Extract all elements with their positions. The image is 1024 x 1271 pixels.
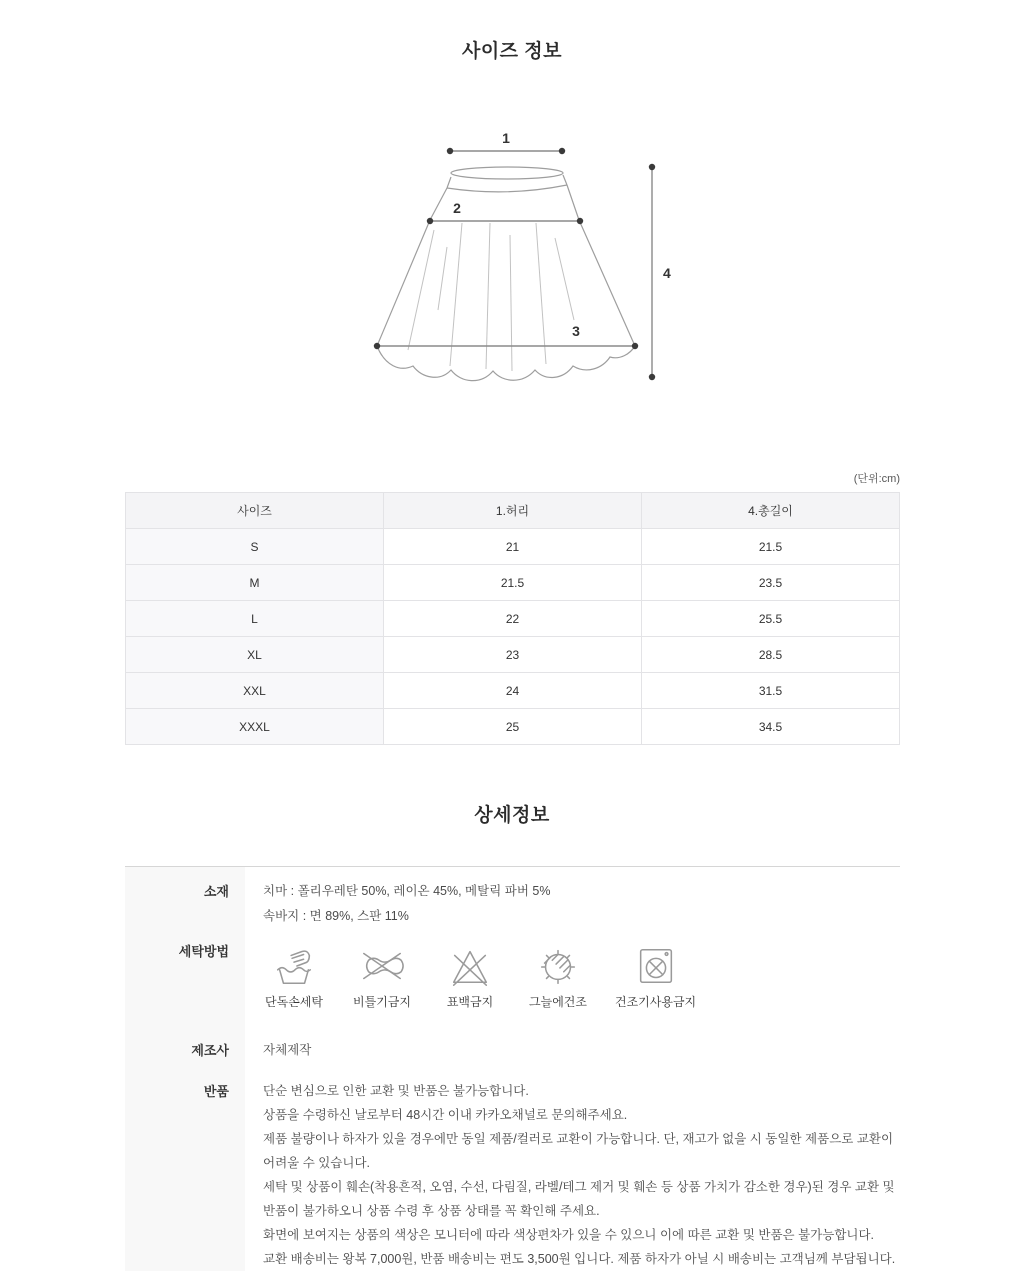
hand-wash-icon <box>271 943 317 989</box>
skirt-diagram-svg <box>350 120 690 400</box>
cell-waist: 24 <box>384 673 642 709</box>
manufacturer-row <box>125 1038 900 1063</box>
measure-label-3: 3 <box>572 323 580 339</box>
table-row <box>126 709 900 745</box>
manufacturer-label: 제조사 <box>191 1043 229 1058</box>
unit-label: (단위:cm) <box>853 473 900 485</box>
measure-line-1 <box>447 130 565 154</box>
cell-size: S <box>126 529 384 565</box>
size-table-header-waist: 1.허리 <box>384 493 642 529</box>
cell-length: 23.5 <box>642 565 900 601</box>
size-table <box>125 492 900 745</box>
returns-label: 반품 <box>203 1084 229 1099</box>
returns-line: 단순 변심으로 인한 교환 및 반품은 불가능합니다. <box>263 1084 529 1098</box>
wash-item-label: 단독손세탁 <box>265 995 323 1009</box>
table-row <box>126 673 900 709</box>
skirt-measurement-diagram <box>350 120 690 400</box>
cell-length: 28.5 <box>642 637 900 673</box>
size-table-header-row <box>126 493 900 529</box>
returns-row <box>125 1079 900 1271</box>
measure-label-2: 2 <box>453 200 461 216</box>
cell-waist: 25 <box>384 709 642 745</box>
material-line-skirt: 치마 : 폴리우레탄 50%, 레이온 45%, 메탈릭 파버 5% <box>263 884 551 898</box>
size-table-header-size: 사이즈 <box>126 493 384 529</box>
measure-label-4: 4 <box>663 265 671 281</box>
cell-size: M <box>126 565 384 601</box>
material-row <box>125 879 900 929</box>
size-table-header-length: 4.총길이 <box>642 493 900 529</box>
wash-item-hand-wash <box>263 943 325 1010</box>
cell-waist: 21 <box>384 529 642 565</box>
measure-line-4 <box>649 164 671 380</box>
shade-dry-icon <box>535 943 581 989</box>
skirt-outline <box>377 167 635 381</box>
material-line-inner: 속바지 : 면 89%, 스판 11% <box>263 909 409 923</box>
cell-length: 31.5 <box>642 673 900 709</box>
wash-item-label: 그늘에건조 <box>529 995 587 1009</box>
returns-content <box>245 1079 900 1271</box>
cell-size: XXL <box>126 673 384 709</box>
wash-method-label: 세탁방법 <box>178 944 229 959</box>
cell-size: XXXL <box>126 709 384 745</box>
size-section-title: 사이즈 정보 <box>461 41 563 62</box>
wash-item-label: 건조기사용금지 <box>615 995 697 1009</box>
no-tumble-dry-icon <box>633 943 679 989</box>
no-wring-icon <box>359 943 405 989</box>
cell-size: XL <box>126 637 384 673</box>
wash-item-no-wring <box>351 943 413 1010</box>
table-row <box>126 637 900 673</box>
cell-waist: 22 <box>384 601 642 637</box>
wash-item-label: 표백금지 <box>446 995 494 1009</box>
skirt-pleat-lines <box>408 223 574 371</box>
returns-line: 제품 불량이나 하자가 있을 경우에만 동일 제품/컬러로 교환이 가능합니다. 단, 재고가 없을 시 동일한 제품으로 교환이 어려울 수 있습니다. <box>263 1132 894 1170</box>
returns-line: 상품을 수령하신 날로부터 48시간 이내 카카오채널로 문의해주세요. <box>263 1108 628 1122</box>
wash-item-shade-dry <box>527 943 589 1010</box>
cell-waist: 23 <box>384 637 642 673</box>
returns-line: 세탁 및 상품이 훼손(착용흔적, 오염, 수선, 다림질, 라벨/테그 제거 및 훼손 등 상품 가치가 감소한 경우)된 경우 교환 및 반품이 불가하오니 상품 수령 후 상품 상태를 꼭 확인해 주세요. <box>263 1180 895 1218</box>
wash-item-no-tumble-dry <box>615 943 696 1010</box>
wash-item-label: 비틀기금지 <box>353 995 411 1009</box>
cell-size: L <box>126 601 384 637</box>
returns-line: 교환 배송비는 왕복 7,000원, 반품 배송비는 편도 3,500원 입니다. 제품 하자가 아닐 시 배송비는 고객님께 부담됩니다. <box>263 1252 896 1266</box>
material-content <box>245 879 900 929</box>
no-bleach-icon <box>447 943 493 989</box>
cell-length: 21.5 <box>642 529 900 565</box>
material-label: 소재 <box>203 884 229 899</box>
manufacturer-value: 자체제작 <box>263 1043 312 1057</box>
returns-line: 화면에 보여지는 상품의 색상은 모니터에 따라 색상편차가 있을 수 있으니 이에 따른 교환 및 반품은 불가능합니다. <box>263 1228 875 1242</box>
measure-line-2 <box>427 200 583 224</box>
table-row <box>126 529 900 565</box>
wash-icons-row <box>263 939 900 1010</box>
measure-label-1: 1 <box>502 130 510 146</box>
cell-length: 25.5 <box>642 601 900 637</box>
wash-method-row <box>125 939 900 1010</box>
table-row <box>126 565 900 601</box>
table-row <box>126 601 900 637</box>
cell-waist: 21.5 <box>384 565 642 601</box>
detail-info-section <box>125 866 900 1271</box>
cell-length: 34.5 <box>642 709 900 745</box>
wash-item-no-bleach <box>439 943 501 1010</box>
detail-section-title: 상세정보 <box>474 805 550 826</box>
wash-method-content <box>245 939 900 1010</box>
